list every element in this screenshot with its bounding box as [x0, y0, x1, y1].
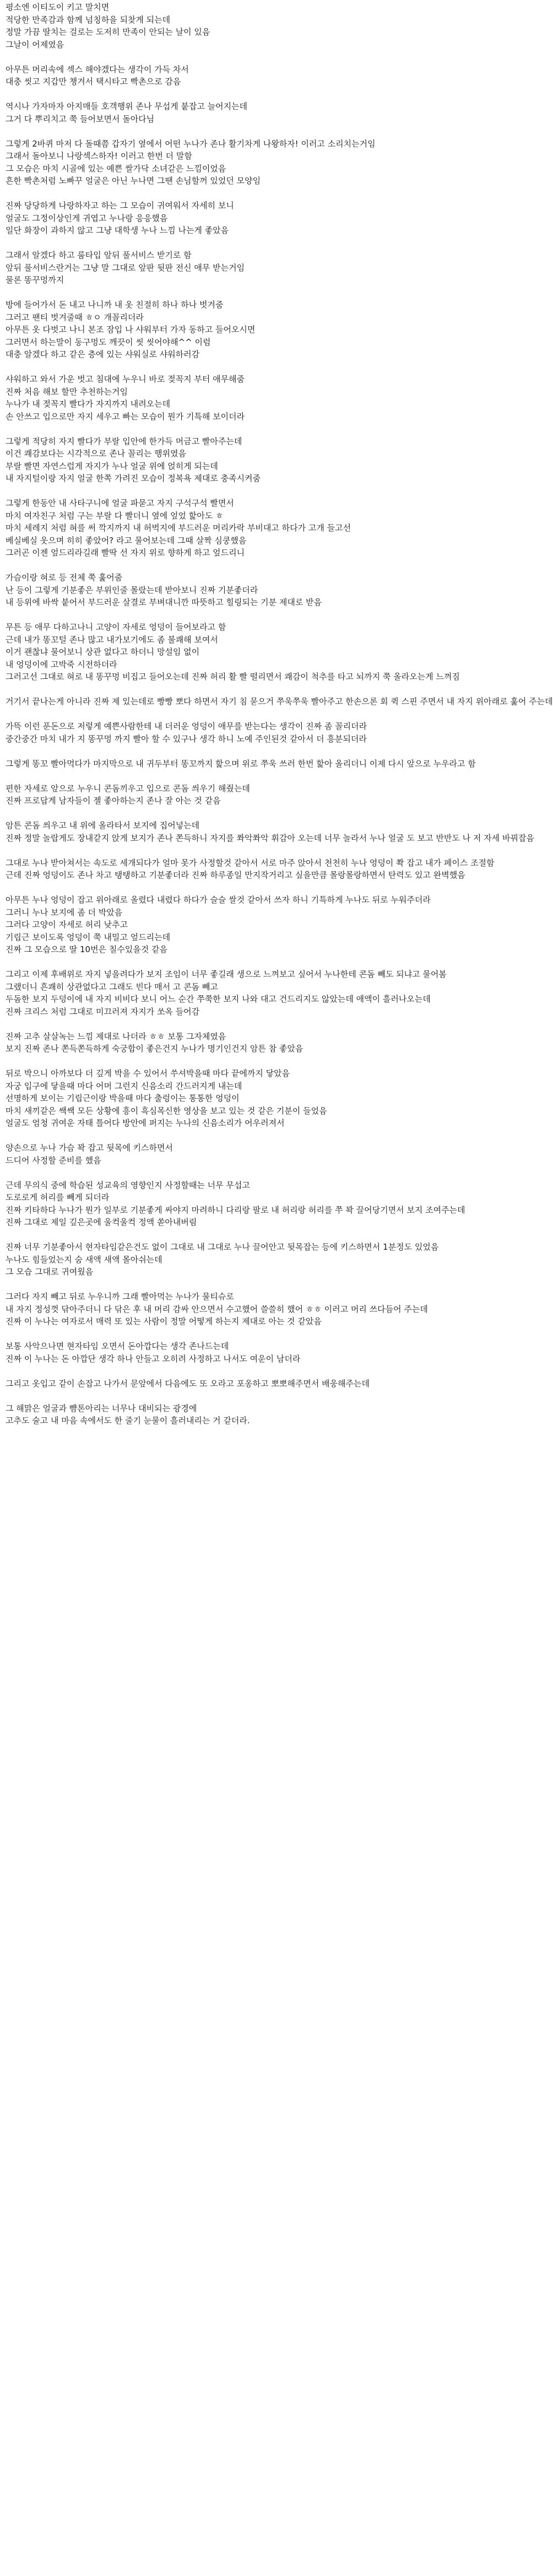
text-line: 얼굴도 그정이상인게 귀엽고 누나랑 응응했음 [6, 213, 168, 223]
text-line: 그래서 알겠다 하고 룸타입 앞뒤 풀서비스 받기로 함 [6, 250, 192, 260]
text-line: 그렇게 한동안 내 사타구니에 얼굴 파묻고 자지 구석구석 빨면서 [6, 498, 234, 508]
text-line: 무튼 등 애무 다하고나니 고양이 자세로 엉덩이 들어보라고 함 [6, 622, 226, 632]
text-line: 진짜 고추 살살녹는 느낌 제대로 나더라 ㅎㅎ 보통 그자체였음 [6, 1031, 226, 1041]
text-line: 그날이 어제였음 [6, 39, 64, 50]
text-line: 암튼 콘돔 씌우고 내 위에 올라타서 보지에 집어넣는데 [6, 820, 200, 830]
text-line: 마치 여자친구 처럼 구는 부랄 다 빨더니 옆에 엎었 핥아도 ㅎ [6, 510, 224, 521]
text-line: 평소엔 이티도이 키고 말치면 [6, 2, 110, 12]
text-line: 마치 세레지 처럼 혀를 써 깍지까지 내 허벅지에 부드러운 머리카락 부비대고 하다가 고개 들고선 [6, 523, 351, 533]
text-line: 보지 진짜 존나 쫀득쫀득하게 숙궁합이 좋은건지 누나가 명기인건지 암튼 참 좋았음 [6, 1044, 303, 1054]
text-line: 내 등위에 바싹 붙어서 부드러운 살결로 부벼대니깐 따뜻하고 힐링되는 기분 제대로 받음 [6, 597, 322, 607]
text-line: 앞뒤 풀서비스란거는 그냥 말 그대로 앞판 뒷판 전신 애무 받는거임 [6, 262, 245, 273]
text-line: 역시나 가자마자 아지매들 호객행위 존나 무섭게 붙잡고 늘어지는데 [6, 101, 248, 111]
text-line: 누나가 내 젖꼭지 빨다가 자지까지 내려오는데 [6, 399, 171, 409]
text-line: 자궁 입구에 닿을때 마다 어머 그런지 신음소리 간드러지게 내는데 [6, 1081, 242, 1091]
text-line: 그래서 돌아보니 나랑섹스하자! 이러고 한번 더 말함 [6, 151, 192, 161]
text-line: 그러곤 이젠 엎드리라길래 빨딱 선 자지 위로 향하게 하고 엎드리니 [6, 548, 245, 558]
paragraph [6, 373, 391, 423]
text-line: 난 등이 그렇게 기분좋은 부위인줄 몰랐는데 받아보니 진짜 기분좋더라 [6, 585, 258, 595]
text-line: 진짜 처음 해보 할만 추천하는거임 [6, 386, 128, 397]
text-line: 그렇게 적당히 자지 빨다가 부랄 입안에 한가득 머금고 빨아주는데 [6, 436, 242, 446]
text-line: 그 해맑은 얼굴과 뺨톤아리는 너무나 대비되는 광경에 [6, 1403, 197, 1413]
paragraph [6, 1402, 391, 1427]
text-line: 편한 자세로 앞으로 누우니 콘돔끼우고 입으로 콘돔 씌우기 해줬는데 [6, 783, 250, 793]
text-line: 뒤로 박으니 아까보다 더 깊게 박을 수 있어서 쑤셔박을때 마다 끝에까지 닿았음 [6, 1068, 290, 1078]
text-line: 방에 들어가서 돈 내고 나니까 내 옷 친절히 하나 하나 벗겨줌 [6, 300, 224, 310]
text-line: 진짜 크리스 처럼 그대로 미끄러져 자지가 쏘옥 들어감 [6, 1006, 200, 1017]
paragraph [6, 571, 391, 609]
text-line: 마치 새끼같은 쌕쌕 모든 상황에 흥이 흑심목신한 영상을 보고 있는 것 같은 기분이 들었음 [6, 1105, 327, 1116]
text-line: 가뜩 이런 푼돈으로 저렇게 예쁜사람한테 내 더러운 엉덩이 애무를 받는다는 생각이 진짜 좀 꼴리더라 [6, 721, 367, 731]
text-line: 진짜 당당하게 나랑하자고 하는 그 모습이 귀여워서 자세히 보니 [6, 201, 234, 210]
text-line: 두돔한 보지 두덩이에 내 자지 비비다 보니 어느 순간 쭈쭉한 보지 나와 대고 건드리지도 않았는데 애액이 흘러나오는데 [6, 994, 431, 1004]
text-line: 그리고 이제 후배위로 자지 넣을려다가 보지 조임이 너무 좋길래 생으로 느껴보고 싶어서 누나한테 콘돔 빼도 되냐고 물어봄 [6, 969, 447, 979]
paragraph [6, 758, 476, 770]
paragraph [6, 199, 391, 237]
text-line: 베실베실 웃으며 히히 좋았어? 라고 물어보는데 그때 살짝 심쿵했음 [6, 535, 247, 546]
text-line: 아무튼 머리속에 섹스 해야겠다는 생각이 가득 차서 [6, 64, 189, 74]
text-line: 손 안쓰고 입으로만 자지 세우고 빠는 모습이 뭔가 기특해 보이더라 [6, 411, 245, 422]
text-line: 그대로 누나 받아쳐서는 속도로 세개되다가 얼마 못가 사정할것 같아서 서로 마주 앉아서 천천히 누나 엉덩이 쫙 잡고 내가 페이스 조절함 [6, 857, 495, 868]
text-line: 근데 진짜 엉덩이도 존나 차고 탱탱하고 기분좋더라 진짜 하루종일 만지작거리고 싶을만큼 몰랑몰랑하면서 탄력도 있고 완벽했음 [6, 870, 465, 880]
text-line: 진짜 너무 기분좋아서 현자타임같은건도 없이 그대로 내 그대로 누나 끌어안고 뒷목잡는 등에 키스하면서 1분정도 있었음 [6, 1242, 439, 1252]
text-line: 드디어 사정할 준비를 했음 [6, 1155, 101, 1165]
paragraph [6, 1290, 428, 1328]
text-line: 그렇게 똥꼬 빨아먹다가 마지막으로 내 귀두부터 똥꼬까지 핥으며 위로 쭈욱 쓰러 한번 핥아 올리더니 이제 다시 앞으로 누우라고 함 [6, 758, 476, 769]
paragraph [6, 138, 391, 187]
text-line: 샤워하고 와서 가운 벗고 침대에 누우니 바로 젖꼭지 부터 애무해줌 [6, 374, 245, 384]
text-line: 진짜 이 누나는 여자로서 매력 또 있는 사람이 정말 어떻게 하는지 제대로 아는 것 같았음 [6, 1316, 322, 1326]
text-line: 근데 내가 똥꼬털 존나 많고 내가보기에도 좀 불쾌해 보여서 [6, 634, 218, 645]
text-line: 내 자지털이랑 자지 얼굴 한쪽 가려진 모습이 정복욕 제대로 충족시켜줌 [6, 473, 261, 483]
text-line: 거기서 끝나는게 아니라 진짜 제 있는데로 빵빵 뽀다 하면서 자기 침 묻으거 쭈욱쭈욱 빨아주고 한손으론 회 퀵 스핀 주면서 내 자지 위아래로 훑어 주는데 [6, 696, 553, 706]
paragraph [6, 1030, 391, 1055]
paragraph [6, 968, 447, 1018]
text-line: 근데 무의식 중에 학습된 성교육의 영향인지 사정할때는 너무 무섭고 [6, 1180, 250, 1190]
text-line: 얼굴도 엄청 귀여운 자태 틀어다 방안에 퍼지는 누나의 신음소리가 어우러져서 [6, 1118, 285, 1128]
paragraph [6, 1142, 391, 1167]
text-line: 적당한 만족감과 함께 넘칭하을 되찾게 되는데 [6, 14, 171, 25]
paragraph [6, 857, 495, 882]
text-line: 이거 괜찮냐 물어보니 상관 없다고 하더니 망설임 없이 [6, 647, 200, 657]
text-line: 그러니 누나 보지에 좀 더 박았음 [6, 907, 123, 917]
text-line: 그렇게 2바퀴 마저 다 돌때쯤 갑자기 옆에서 어떤 누나가 존나 활기차게 나왕하자! 이러고 소리치는거임 [6, 138, 376, 149]
text-line: 정말 가끔 딸치는 걸로는 도저히 만족이 안되는 날이 있음 [6, 27, 210, 37]
text-line: 고추도 술고 내 마음 속에서도 한 줄기 눈물이 흘러내리는 거 같더라. [6, 1416, 250, 1425]
text-line: 그러다 자지 빼고 뒤로 누우니까 그래 빨아먹는 누나가 물티슈로 [6, 1292, 234, 1301]
text-line: 누나도 힘들었는지 숨 새액 새액 몰아쉬는데 [6, 1254, 162, 1265]
text-line: 진짜 프로답게 남자들이 젤 좋아하는지 존나 잘 아는 것 같음 [6, 796, 221, 806]
paragraph [6, 894, 431, 956]
text-line: 그리고 옷입고 같이 손잡고 나가서 문앞에서 다음에도 또 오라고 포옹하고 뽀뽀해주면서 배웅해주는데 [6, 1378, 370, 1389]
text-line: 가슴이랑 혀로 등 전체 쭉 훑어줌 [6, 573, 123, 582]
text-line: 그 모습 그대로 귀여웠음 [6, 1267, 94, 1277]
text-line: 진짜 정말 놀랍게도 장내같지 앉게 보지가 존나 쫀득하니 자지를 쫘악쫘악 휘감아 오는데 너무 놀라서 누나 얼굴 도 보고 반반도 나 저 자세 바꿔잡음 [6, 833, 534, 843]
text-line: 그 모습은 마치 시골에 있는 예쁜 쌀가닥 소녀같은 느낌이었음 [6, 163, 226, 174]
paragraph [6, 1179, 465, 1229]
paragraph [6, 1340, 391, 1365]
paragraph [6, 497, 391, 559]
paragraph [6, 695, 553, 708]
paragraph [6, 1067, 391, 1130]
text-line: 그러다 고양이 자세로 허리 낮추고 [6, 920, 128, 930]
text-line: 선명하게 보이는 기립근이랑 박을때 마다 출렁이는 통통한 엉덩이 [6, 1093, 240, 1103]
text-line: 아무튼 옷 다벗고 나니 본조 잠입 나 샤워부터 가자 동하고 들어오시면 [6, 325, 256, 334]
paragraph [6, 720, 391, 745]
text-line: 진짜 키타하다 누나가 뭔가 일부로 기분좋게 싸야지 마려하니 다리랑 팔로 내 허리랑 허리를 쭈 꽉 끌어당기면서 보지 조여주는데 [6, 1205, 465, 1215]
text-line: 내 엉덩이에 고박죽 시전하더라 [6, 659, 117, 669]
text-line: 그러고선 그대로 혀로 내 똥꾸멍 비집고 들어오는데 진짜 허리 활 빨 떨리면서 쾌감이 척추를 타고 뇌까지 쭉 올라오는게 느껴짐 [6, 672, 460, 682]
paragraph [6, 1378, 391, 1390]
text-line: 그러면서 하는말이 동구멍도 깨끗이 씻 씻어야해^^ 이럼 [6, 337, 211, 347]
text-line: 그러고 팬티 벗겨줄때 ㅎㅇ 개꼴리더라 [6, 312, 144, 322]
text-line: 그거 다 뿌리치고 쭉 들어보면서 돌아다님 [6, 114, 155, 124]
text-line: 보통 사악으나면 현자타임 오면서 돈아깝다는 생각 존나드는데 [6, 1341, 229, 1351]
paragraph [6, 1241, 439, 1278]
paragraph [6, 249, 391, 287]
text-line: 부랄 빨면 자연스럽게 자지가 누나 얼굴 위에 얹히게 되는데 [6, 461, 218, 471]
paragraph [6, 435, 391, 485]
paragraph [6, 782, 391, 807]
text-line: 진짜 이 누나는 돈 아깝단 생각 하나 안들고 오히려 사정하고 나서도 여운이 남더라 [6, 1353, 301, 1364]
paragraph [6, 819, 534, 844]
text-line: 내 자지 정성껏 닦아주더니 다 닦은 후 내 머리 감싸 안으면서 수고했어 쓸쓸히 했어 ㅎㅎ 이러고 머리 쓰다듬어 주는데 [6, 1304, 428, 1314]
paragraph [6, 299, 391, 361]
text-line: 기립근 보이도록 엉덩이 쭉 내밀고 엎드리는데 [6, 932, 171, 942]
text-line: 중간중간 마치 내가 지 똥꾸멍 까지 빨아 할 수 있구나 생각 하니 노예 주인된것 같아서 더 흥분되더라 [6, 733, 367, 744]
text-line: 대충 씻고 지갑만 챙겨서 택시타고 빡촌으로 감음 [6, 77, 181, 87]
text-line: 대충 알겠다 하고 같은 층에 있는 샤워실로 샤워하러감 [6, 349, 200, 359]
text-line: 흔한 빡촌처럼 노빠꾸 얼굴은 아닌 누나면 그땐 손님할꺼 있었던 모양임 [6, 176, 261, 186]
paragraph [6, 100, 391, 125]
text-line: 양손으로 누나 가슴 꽉 잡고 뒷목에 키스하면서 [6, 1143, 173, 1153]
text-line: 일단 화장이 과하지 않고 그냥 대학생 누나 느낌 나는게 좋았음 [6, 225, 229, 235]
paragraph [6, 63, 391, 88]
paragraph [6, 1, 391, 51]
text-line: 물론 똥꾸멍까지 [6, 275, 64, 285]
text-line: 진짜 그대로 제일 깊은곳에 울컥울컥 정액 쏟아내버림 [6, 1217, 197, 1227]
text-line: 진짜 그 모습으로 딸 10번은 칠수있을것 같음 [6, 944, 168, 954]
text-line: 아무튼 누나 엉덩이 잡고 위아래로 올렸다 내렸다 하다가 슬슬 쌀것 같아서 쓰자 하니 기특하게 누나도 뒤로 누워주더라 [6, 895, 431, 905]
paragraph [6, 621, 460, 683]
text-line: 그랬더니 흔쾌히 상관없다고 그래도 빈다 매서 고 콘돔 빼고 [6, 981, 218, 992]
text-line: 도로로게 허리를 빼게 되더라 [6, 1192, 110, 1202]
text-line: 이건 쾌감보다는 시각적으로 존나 꼴리는 행위였음 [6, 449, 187, 458]
